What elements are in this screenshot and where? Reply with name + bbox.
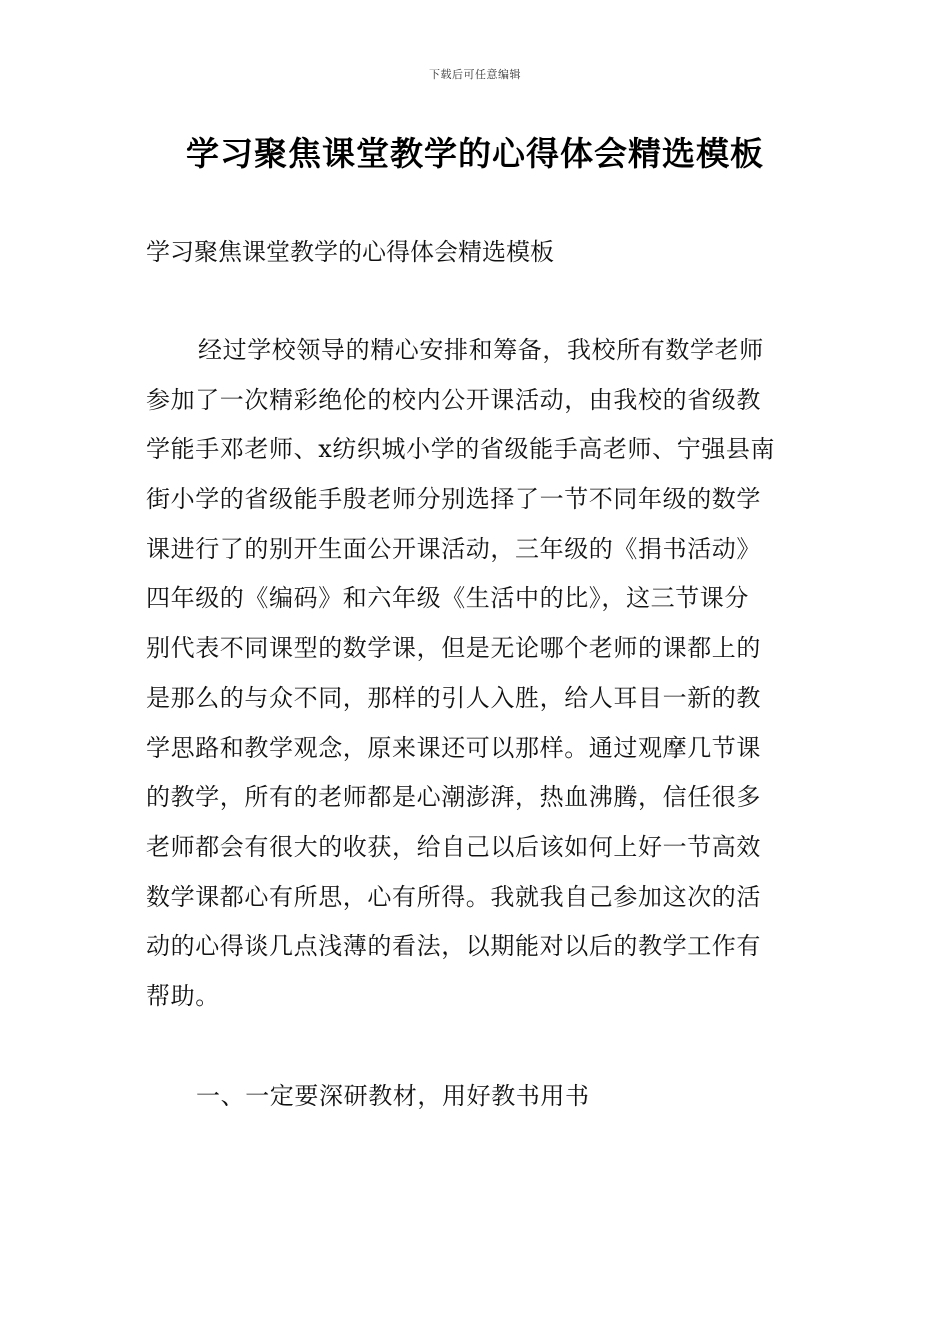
paragraph-line: 老师都会有很大的收获，给自己以后该如何上好一节高效	[146, 832, 761, 861]
paragraph-line: 学能手邓老师、x纺织城小学的省级能手高老师、宁强县南	[146, 435, 776, 464]
section-heading: 一、一定要深研教材，用好教书用书	[196, 1082, 590, 1110]
paragraph-line: 参加了一次精彩绝伦的校内公开课活动，由我校的省级教	[146, 385, 761, 414]
paragraph-line: 的教学，所有的老师都是心潮澎湃，热血沸腾，信任很多	[146, 783, 761, 812]
paragraph-line: 别代表不同课型的数学课，但是无论哪个老师的课都上的	[146, 634, 761, 663]
paragraph-line: 动的心得谈几点浅薄的看法，以期能对以后的教学工作有	[146, 932, 761, 961]
paragraph-line: 是那么的与众不同，那样的引人入胜，给人耳目一新的教	[146, 683, 761, 712]
header-note: 下载后可任意编辑	[429, 68, 521, 81]
paragraph-line: 经过学校领导的精心安排和筹备，我校所有数学老师	[198, 336, 764, 364]
paragraph-line: 数学课都心有所思，心有所得。我就我自己参加这次的活	[146, 882, 761, 911]
paragraph-line: 帮助。	[146, 981, 220, 1010]
body-paragraph	[146, 326, 806, 1022]
document-title: 学习聚焦课堂教学的心得体会精选模板	[186, 134, 764, 173]
paragraph-line: 课进行了的别开生面公开课活动，三年级的《捐书活动》	[146, 534, 761, 563]
paragraph-line: 学思路和教学观念，原来课还可以那样。通过观摩几节课	[146, 733, 761, 762]
paragraph-line: 街小学的省级能手殷老师分别选择了一节不同年级的数学	[146, 485, 761, 514]
paragraph-line: 四年级的《编码》和六年级《生活中的比》，这三节课分	[146, 584, 749, 613]
document-subtitle: 学习聚焦课堂教学的心得体会精选模板	[146, 238, 554, 266]
